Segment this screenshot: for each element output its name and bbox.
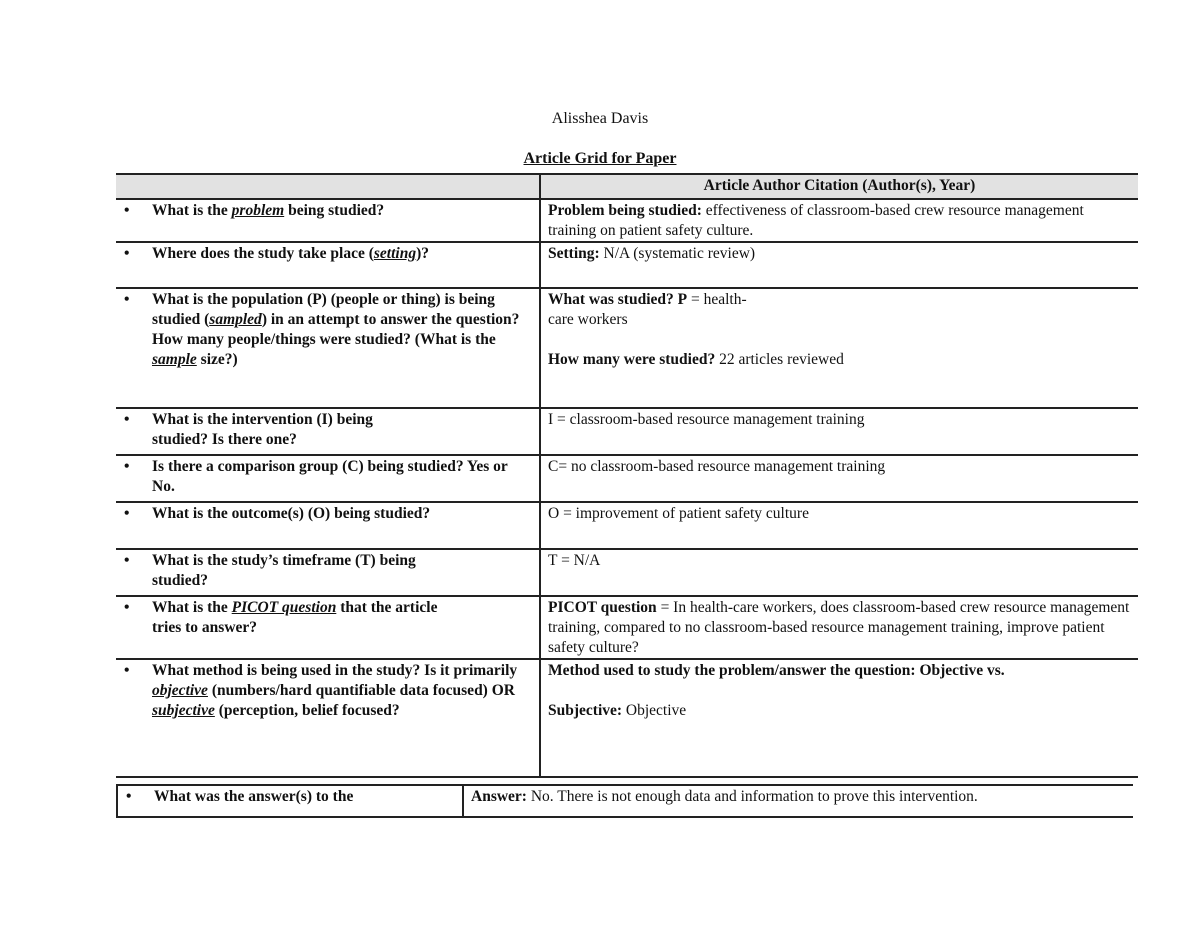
bullet-icon: • — [124, 245, 130, 262]
bullet-icon: • — [124, 552, 130, 569]
table-row — [116, 659, 1138, 777]
article-grid-table — [116, 173, 1138, 778]
answer-problem: Problem being studied: effectiveness of classroom-based crew resource management training on patient safety culture. — [548, 202, 1084, 239]
answer-table — [116, 784, 1133, 818]
table-row — [116, 288, 1138, 408]
table-row — [116, 455, 1138, 502]
bullet-icon: • — [124, 505, 130, 522]
author-name: Alisshea Davis — [551, 110, 649, 127]
table-row — [116, 549, 1138, 596]
table-row — [116, 199, 1138, 242]
answer-final: Answer: No. There is not enough data and information to prove this intervention. — [471, 788, 978, 805]
question-intervention: What is the intervention (I) being studied? Is there one? — [152, 411, 373, 448]
answer-comparison: C= no classroom-based resource management training — [548, 458, 886, 475]
question-problem: What is the problem being studied? — [152, 202, 385, 219]
bullet-icon: • — [124, 662, 130, 679]
question-comparison: Is there a comparison group (C) being studied? Yes or No. — [152, 458, 508, 495]
table-header-row — [116, 174, 1138, 199]
question-answer: What was the answer(s) to the — [154, 788, 354, 805]
bullet-icon: • — [124, 291, 130, 308]
question-method: What method is being used in the study? Is it primarily objective (numbers/hard quantifiable data focused) OR subjective (perception, belief focused? — [152, 662, 518, 719]
answer-outcome: O = improvement of patient safety culture — [548, 505, 809, 522]
citation-column-header: Article Author Citation (Author(s), Year) — [540, 174, 1138, 199]
table-row — [116, 502, 1138, 549]
bullet-icon: • — [124, 458, 130, 475]
bullet-icon: • — [124, 411, 130, 428]
answer-population: What was studied? P = health- care workers How many were studied? 22 articles reviewed — [548, 291, 844, 368]
document-title: Article Grid for Paper — [523, 150, 677, 167]
table-row — [116, 242, 1138, 288]
question-timeframe: What is the study’s timeframe (T) being studied? — [152, 552, 416, 589]
bullet-icon: • — [126, 788, 132, 805]
table-row — [116, 408, 1138, 455]
answer-timeframe: T = N/A — [548, 552, 601, 569]
bullet-icon: • — [124, 599, 130, 616]
answer-method: Method used to study the problem/answer the question: Objective vs. Subjective: Objective — [548, 662, 1005, 719]
question-picot: What is the PICOT question that the article tries to answer? — [152, 599, 438, 636]
bullet-icon: • — [124, 202, 130, 219]
answer-intervention: I = classroom-based resource management training — [548, 411, 865, 428]
question-population: What is the population (P) (people or thing) is being studied (sampled) in an attempt to answer the question? How many people/things were studied? (What is the sample size?) — [152, 291, 520, 368]
table-row — [116, 596, 1138, 659]
question-column-header — [116, 174, 540, 199]
question-outcome: What is the outcome(s) (O) being studied? — [152, 505, 431, 522]
answer-picot: PICOT question = In health-care workers, does classroom-based crew resource management training, compared to no classroom-based resource management training, improve patient safety culture? — [548, 599, 1130, 656]
answer-setting: Setting: N/A (systematic review) — [548, 245, 756, 262]
table-row — [117, 785, 1133, 817]
question-setting: Where does the study take place (setting)? — [152, 245, 429, 262]
